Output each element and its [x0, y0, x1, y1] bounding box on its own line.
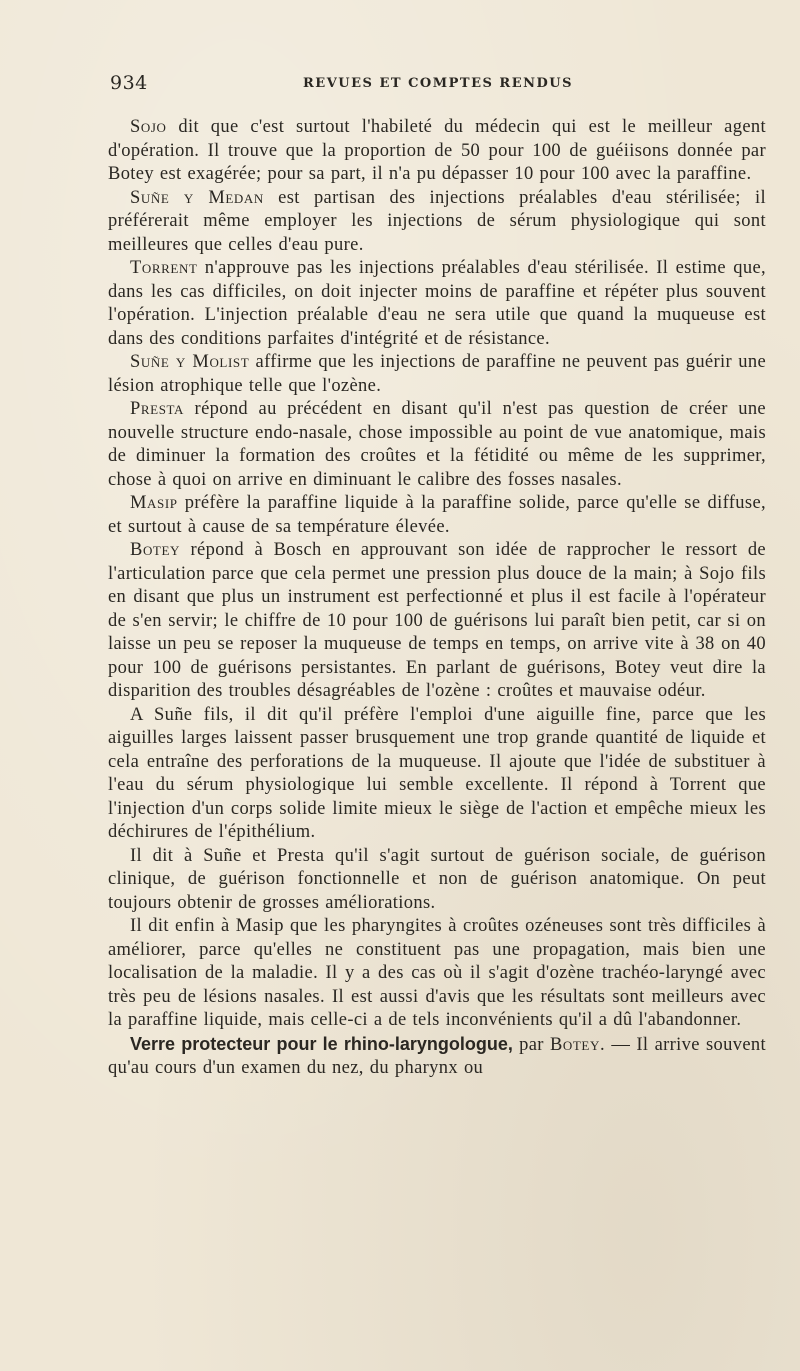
speaker-name: Sojo	[130, 117, 167, 137]
paragraph-text: répond à Bosch en approuvant son idée de rapprocher le ressort de l'articulation parce que cela permet une pression plus douce de la main; à Sojo fils en disant que plus un instrument est perfectionné et plus il est facile à l'opérateur de s'en servir; le chiffre de 10 pour 100 de guérisons lui paraît bien petit, car si on laisse un peu se reposer la muqueuse de temps en temps, on arrive vite à 38 on 40 pour 100 de guérisons persistantes. En parlant de guérisons, Botey veut dire la disparition des troubles désagréables de l'ozène : croûtes et mauvaise odéur.	[108, 540, 766, 701]
speaker-name: Suñe y Molist	[130, 352, 250, 372]
speaker-name: Torrent	[130, 258, 198, 278]
running-title: REVUES ET COMPTES RENDUS	[303, 76, 573, 91]
paragraph-text: répond au précédent en disant qu'il n'est pas question de créer une nouvelle structure endo-nasale, chose impossible au point de vue anatomique, mais de diminuer la formation des croûtes et la fétidité ou même de les supprimer, chose à quoi on arrive en diminuant le calibre des fosses nasales.	[108, 399, 766, 490]
paragraph-sune-medan	[108, 187, 766, 258]
paragraph-sune-molist	[108, 351, 766, 398]
paragraph-text: n'approuve pas les injections préalables d'eau stérilisée. Il estime que, dans les cas difficiles, on doit injecter moins de paraffine et répéter plus souvent l'opération. L'injection préalable d'eau ne sera utile que quand la muqueuse est dans des conditions parfaites d'intégrité et de résistance.	[108, 258, 766, 349]
paragraph-text: A Suñe fils, il dit qu'il préfère l'emploi d'une aiguille fine, parce que les aiguilles larges laissent passer brusquement une trop grande quantité de liquide et cela entraîne des perforations de la muqueuse. Il ajoute que l'idée de substituer à l'eau du sérum physiologique lui semble excellente. Il répond à Torrent que l'injection d'un corps solide limite mieux le siège de l'action et empêche mieux les déchirures de l'épithélium.	[108, 704, 766, 842]
body-text	[108, 116, 766, 1081]
speaker-name: Suñe y Medan	[130, 187, 264, 208]
article-text: — Il arrive souvent qu'au cours d'un examen du nez, du pharynx ou	[108, 1034, 767, 1078]
paragraph-text: est partisan des injections préalables d'eau stérilisée; il préférerait même employer les injections de sérum physiologique qui sont meilleures que celles d'eau pure.	[108, 187, 766, 255]
paragraph-text: dit que c'est surtout l'habileté du médecin qui est le meilleur agent d'opération. Il trouve que la proportion de 50 pour 100 de guéiisons donnée par Botey est exagérée; pour sa part, il n'a pu dépasser 10 pour 100 avec la paraffine.	[108, 117, 766, 184]
article-paragraph	[108, 1033, 766, 1081]
paragraph-presta	[108, 398, 766, 492]
article-author: Botey.	[549, 1034, 606, 1055]
paragraph-sojo	[108, 116, 766, 187]
paragraph-text: Il dit enfin à Masip que les pharyngites à croûtes ozéneuses sont très difficiles à améliorer, parce qu'elles ne constituent pas une propagation, mais bien une localisation de la maladie. Il y a des cas où il s'agit d'ozène trachéo-laryngé avec très peu de lésions nasales. Il est aussi d'avis que les résultats sont meilleurs avec la paraffine liquide, mais celle-ci a de tels inconvénients qu'il a dû l'abandonner.	[108, 916, 766, 1030]
paragraph-text: Il dit à Suñe et Presta qu'il s'agit surtout de guérison sociale, de guérison clinique, de guérison fonctionnelle et non de guérison anatomique. On peut toujours obtenir de grosses améliorations.	[108, 845, 766, 913]
speaker-name: Presta	[130, 399, 185, 419]
paragraph-text: préfère la paraffine liquide à la paraffine solide, parce qu'elle se diffuse, et surtout à cause de sa température élevée.	[108, 493, 766, 537]
article-by: par	[512, 1034, 550, 1055]
page-number: 934	[110, 72, 148, 94]
speaker-name: Masip	[130, 493, 178, 513]
article-title: Verre protecteur pour le rhino-laryngologue,	[130, 1033, 513, 1054]
paragraph-reply-masip	[108, 915, 766, 1033]
paragraph-masip	[108, 492, 766, 539]
speaker-name: Botey	[130, 540, 180, 560]
paragraph-reply-sune-presta	[108, 845, 766, 916]
paragraph-botey	[108, 539, 766, 704]
paragraph-text: affirme que les injections de paraffine ne peuvent pas guérir une lésion atrophique telle que l'ozène.	[108, 352, 766, 396]
running-header	[110, 72, 766, 98]
paragraph-reply-sune-fils	[108, 704, 766, 845]
paragraph-torrent	[108, 257, 766, 351]
